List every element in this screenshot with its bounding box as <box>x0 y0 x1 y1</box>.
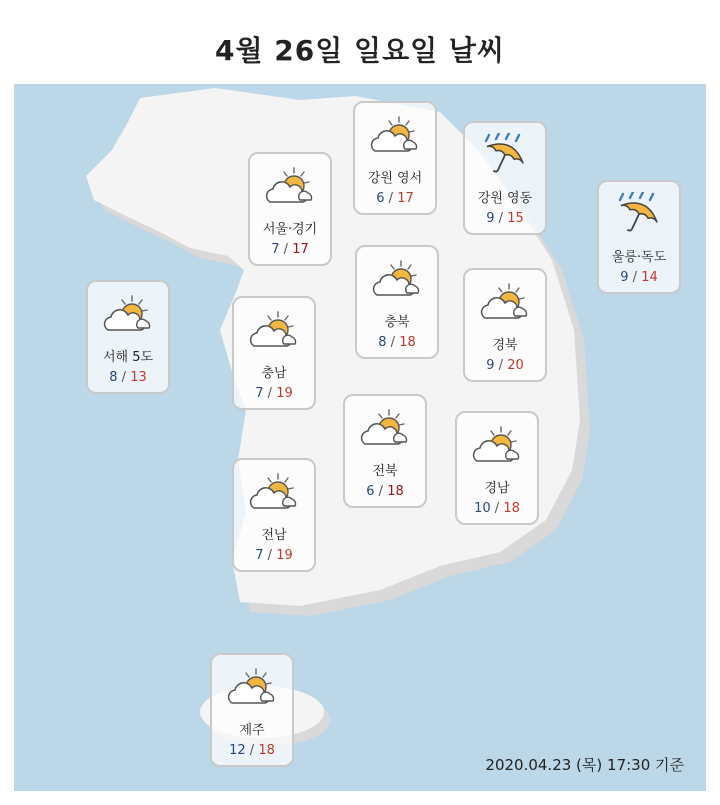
temp-separator: / <box>279 242 293 257</box>
low-temp: 10 <box>474 501 491 516</box>
high-temp: 17 <box>397 191 414 206</box>
partly-cloudy-icon <box>365 113 425 157</box>
region-card <box>463 268 547 382</box>
temperature-range <box>465 358 545 373</box>
temp-separator: / <box>245 743 259 758</box>
rain-umbrella-icon <box>475 133 535 177</box>
temperature-range <box>465 211 545 226</box>
temperature-range <box>234 548 314 563</box>
high-temp: 13 <box>130 370 147 385</box>
temp-separator: / <box>494 211 508 226</box>
temp-separator: / <box>494 358 508 373</box>
partly-cloudy-icon <box>475 280 535 324</box>
high-temp: 18 <box>399 335 416 350</box>
partly-cloudy-icon <box>244 308 304 352</box>
region-card <box>463 121 547 235</box>
region-name: 울릉·독도 <box>611 250 667 265</box>
region-card <box>232 458 316 572</box>
region-name: 서울·경기 <box>262 222 318 237</box>
temp-separator: / <box>374 484 388 499</box>
temperature-range <box>457 501 537 516</box>
temp-separator: / <box>628 270 642 285</box>
region-name: 제주 <box>239 723 265 738</box>
low-temp: 7 <box>255 548 264 563</box>
partly-cloudy-icon <box>98 292 158 336</box>
timestamp: 2020.04.23 (목) 17:30 기준 <box>485 756 684 774</box>
low-temp: 12 <box>229 743 246 758</box>
region-name: 전북 <box>372 464 398 479</box>
partly-cloudy-icon <box>222 665 282 709</box>
low-temp: 7 <box>271 242 280 257</box>
partly-cloudy-icon <box>467 423 527 467</box>
high-temp: 19 <box>276 548 293 563</box>
region-card <box>353 101 437 215</box>
high-temp: 18 <box>258 743 275 758</box>
region-card <box>597 180 681 294</box>
region-name: 강원 영동 <box>477 191 533 206</box>
region-card <box>232 296 316 410</box>
partly-cloudy-icon <box>244 470 304 514</box>
low-temp: 7 <box>255 386 264 401</box>
region-card <box>210 653 294 767</box>
title-bar <box>14 14 706 84</box>
temperature-range <box>234 386 314 401</box>
region-name: 경남 <box>484 481 510 496</box>
temp-separator: / <box>490 501 504 516</box>
region-name: 서해 5도 <box>102 350 154 365</box>
temperature-range <box>88 370 168 385</box>
high-temp: 14 <box>641 270 658 285</box>
region-card <box>248 152 332 266</box>
low-temp: 6 <box>376 191 385 206</box>
temp-separator: / <box>384 191 398 206</box>
high-temp: 18 <box>387 484 404 499</box>
temp-separator: / <box>263 386 277 401</box>
temperature-range <box>357 335 437 350</box>
region-name: 강원 영서 <box>367 171 423 186</box>
region-name: 전남 <box>261 528 287 543</box>
temperature-range <box>250 242 330 257</box>
low-temp: 9 <box>620 270 629 285</box>
partly-cloudy-icon <box>355 406 415 450</box>
temp-separator: / <box>263 548 277 563</box>
region-card <box>455 411 539 525</box>
high-temp: 20 <box>507 358 524 373</box>
rain-umbrella-icon <box>609 192 669 236</box>
temp-separator: / <box>386 335 400 350</box>
temperature-range <box>355 191 435 206</box>
low-temp: 6 <box>366 484 375 499</box>
region-name: 충북 <box>384 315 410 330</box>
region-card <box>343 394 427 508</box>
low-temp: 9 <box>486 211 495 226</box>
region-name: 경북 <box>492 338 518 353</box>
region-card <box>355 245 439 359</box>
high-temp: 18 <box>503 501 520 516</box>
high-temp: 19 <box>276 386 293 401</box>
temp-separator: / <box>117 370 131 385</box>
region-card <box>86 280 170 394</box>
region-name: 충남 <box>261 366 287 381</box>
high-temp: 17 <box>292 242 309 257</box>
partly-cloudy-icon <box>260 164 320 208</box>
low-temp: 8 <box>109 370 118 385</box>
page-title: 4월 26일 일요일 날씨 <box>214 34 506 67</box>
temperature-range <box>345 484 425 499</box>
high-temp: 15 <box>507 211 524 226</box>
partly-cloudy-icon <box>367 257 427 301</box>
temperature-range <box>599 270 679 285</box>
low-temp: 9 <box>486 358 495 373</box>
low-temp: 8 <box>378 335 387 350</box>
temperature-range <box>212 743 292 758</box>
